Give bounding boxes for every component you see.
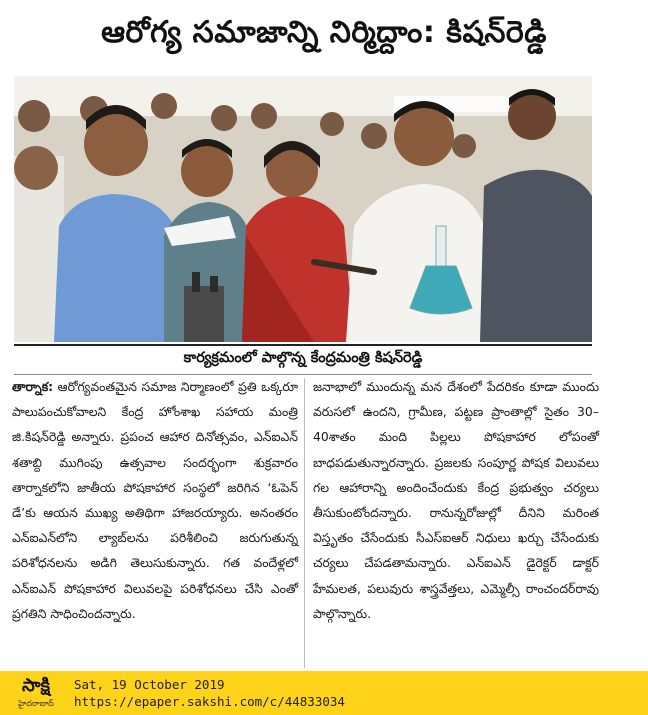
news-photo-illustration <box>14 76 592 342</box>
news-photo <box>14 76 592 342</box>
logo-wordmark: సాక్షి <box>22 674 50 696</box>
body-text-left: ఆరోగ్యవంతమైన సమాజ నిర్మాణంలో ప్రతి ఒక్కరూ పాలుపంచుకోవాలని కేంద్ర హోంశాఖ సహాయ మంత్రి జి.కిషన్‌రెడ్డి అన్నారు. ప్రపంచ ఆహార దినోత్సవం, ఎన్‌ఐఎన్ శతాబ్ది ముగింపు ఉత్సవాల సందర్భంగా శుక్రవారం తార్నాకలోని జాతీయ పోషకాహార సంస్థలో జరిగిన ‘ఓపెన్ డే’కు ఆయన ముఖ్య అతిథిగా హాజరయ్యారు. అనంతరం ఎన్‌ఐఎన్‌లోని ల్యాబ్‌లను పరిశీలించి జరుగుతున్న పరిశోధనలను అడిగి తెలుసుకున్నారు. గత వందేళ్లలో ఎన్‌ఐఎన్ పోషకాహార విలువలపై పరిశోధనలు చేసి ఎంతో ప్రగతిని సాధించిందన్నారు. <box>12 379 298 621</box>
sakshi-logo[interactable] <box>6 675 66 711</box>
article-column-left <box>12 374 298 626</box>
article-paragraph-left <box>12 374 298 626</box>
logo-edition: హైదరాబాద్ <box>18 699 54 708</box>
article-column-right <box>313 374 599 626</box>
column-divider <box>304 378 305 668</box>
publication-date: Sat, 19 October 2019 <box>74 677 225 692</box>
photo-caption: కార్యక్రమంలో పాల్గొన్న కేంద్రమంత్రి కిషన్‌రెడ్డి <box>14 344 592 375</box>
epaper-link[interactable]: https://epaper.sakshi.com/c/44833034 <box>74 694 345 709</box>
headline: ఆరోగ్య సమాజాన్ని నిర్మిద్దాం: కిషన్‌రెడ్డి <box>101 15 547 50</box>
body-text-right: జనాభాలో ముందున్న మన దేశంలో పేదరికం కూడా ముందు వరుసలో ఉందని, గ్రామీణ, పట్టణ ప్రాంతాల్లో సైతం 30–40శాతం మంది పిల్లలు పోషకాహార లోపంతో బాధపడుతున్నారన్నారు. ప్రజలకు సంపూర్ణ పోషక విలువలు గల ఆహారాన్ని అందించేందుకు కేంద్ర ప్రభుత్వం చర్యలు తీసుకుంటోందన్నారు. రానున్నరోజుల్లో దీనిని మరింత విస్తృతం చేసేందుకు సీఎస్‌ఐఆర్ నిధులు ఖర్చు చేసేందుకు చర్యలు చేపడతామన్నారు. ఎన్‌ఐఎన్ డైరెక్టర్ డాక్టర్ హేమలత, పలువురు శాస్త్రవేత్తలు, ఎమ్మెల్సీ రాంచందర్‌రావు పాల్గొన్నారు. <box>313 379 599 621</box>
footer-bar <box>0 671 648 715</box>
dateline: తార్నాక: <box>12 379 54 394</box>
